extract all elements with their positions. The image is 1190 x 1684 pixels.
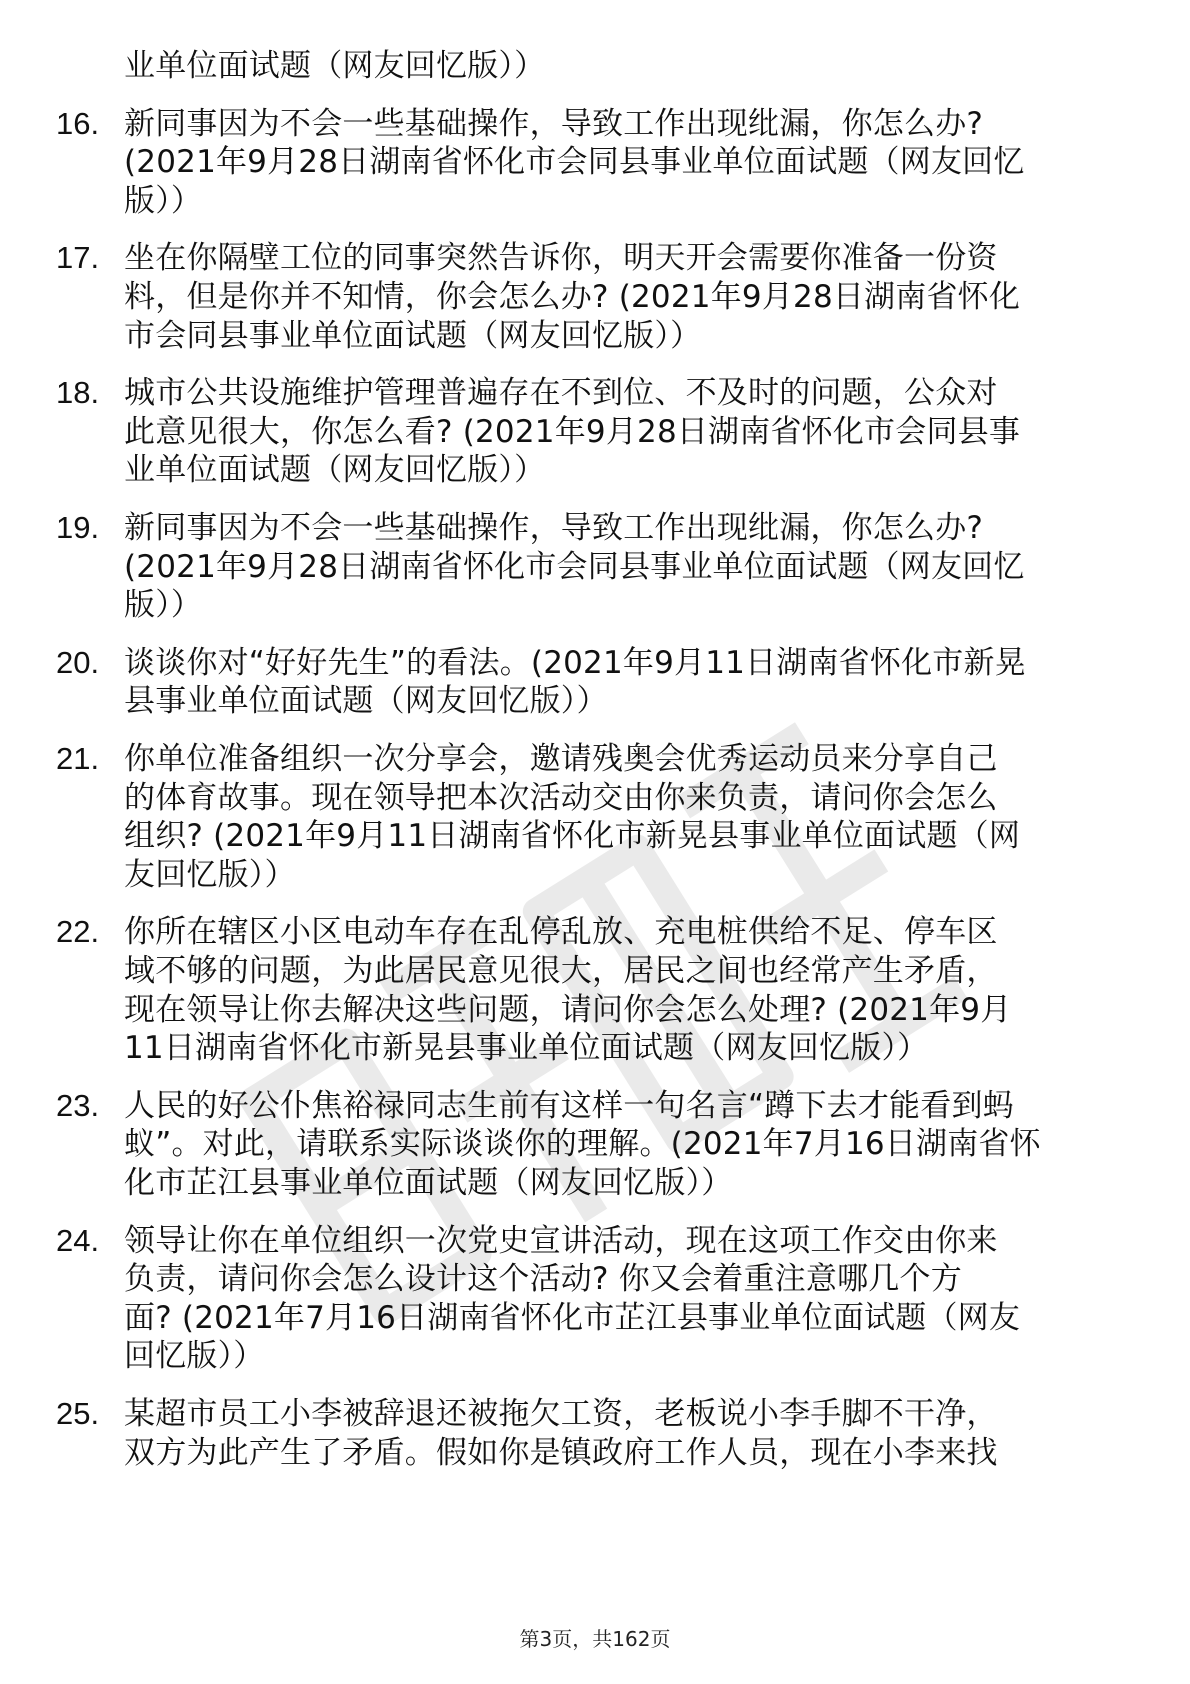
question-text-line: 的体育故事。现在领导把本次活动交由你来负责，请问你会怎么 bbox=[124, 779, 998, 816]
question-number: 20. bbox=[56, 644, 100, 680]
question-text-line: 面? (2021年7月16日湖南省怀化市芷江县事业单位面试题（网友 bbox=[124, 1299, 1021, 1336]
question-text-line: 负责，请问你会怎么设计这个活动? 你又会着重注意哪几个方 bbox=[124, 1261, 962, 1298]
question-text-line: 你单位准备组织一次分享会，邀请残奥会优秀运动员来分享自己 bbox=[124, 741, 998, 777]
question-text-line: 现在领导让你去解决这些问题，请问你会怎么处理? (2021年9月 bbox=[124, 991, 1012, 1028]
question-number: 22. bbox=[56, 914, 100, 950]
question-number: 16. bbox=[56, 105, 100, 141]
question-text-line: 某超市员工小李被辞退还被拖欠工资，老板说小李手脚不干净， bbox=[124, 1396, 998, 1432]
question-text-line: 此意见很大，你怎么看? (2021年9月28日湖南省怀化市会同县事 bbox=[124, 413, 1021, 450]
question-text-line: 人民的好公仆焦裕禄同志生前有这样一句名言“蹲下去才能看到蚂 bbox=[124, 1087, 1014, 1124]
question-text-line: 市会同县事业单位面试题（网友回忆版）） bbox=[124, 317, 702, 354]
question-text-line: 11日湖南省怀化市新晃县事业单位面试题（网友回忆版）） bbox=[124, 1030, 929, 1067]
question-text-line: 领导让你在单位组织一次党史宣讲活动，现在这项工作交由你来 bbox=[124, 1222, 998, 1259]
question-text-line: 蚁”。对此，请联系实际谈谈你的理解。(2021年7月16日湖南省怀 bbox=[124, 1126, 1041, 1163]
question-text-line: 业单位面试题（网友回忆版）） bbox=[124, 48, 546, 84]
question-text-line: 组织? (2021年9月11日湖南省怀化市新晃县事业单位面试题（网 bbox=[124, 818, 1021, 855]
question-text-line: 回忆版）） bbox=[124, 1338, 265, 1375]
question-text-line: 新同事因为不会一些基础操作，导致工作出现纰漏，你怎么办? bbox=[124, 105, 984, 142]
question-text-line: 新同事因为不会一些基础操作，导致工作出现纰漏，你怎么办? bbox=[124, 510, 984, 546]
question-text-line: 料，但是你并不知情，你会怎么办? (2021年9月28日湖南省怀化 bbox=[124, 279, 1021, 315]
question-number: 18. bbox=[56, 375, 100, 411]
question-text-line: 双方为此产生了矛盾。假如你是镇政府工作人员，现在小李来找 bbox=[124, 1434, 998, 1471]
question-number: 19. bbox=[56, 510, 100, 545]
question-text-line: 版）） bbox=[124, 587, 203, 624]
question-number: 25. bbox=[56, 1396, 100, 1431]
question-text-line: (2021年9月28日湖南省怀化市会同县事业单位面试题（网友回忆 bbox=[124, 144, 1025, 181]
question-text-line: 县事业单位面试题（网友回忆版）） bbox=[124, 683, 608, 720]
page-footer: 第3页，共162页 bbox=[519, 1627, 671, 1651]
question-text-line: (2021年9月28日湖南省怀化市会同县事业单位面试题（网友回忆 bbox=[124, 548, 1025, 585]
question-text-line: 域不够的问题，为此居民意见很大，居民之间也经常产生矛盾， bbox=[124, 953, 998, 989]
question-text-line: 坐在你隔壁工位的同事突然告诉你，明天开会需要你准备一份资 bbox=[124, 240, 998, 277]
question-number: 17. bbox=[56, 240, 100, 276]
question-text-line: 你所在辖区小区电动车存在乱停乱放、充电桩供给不足、停车区 bbox=[124, 914, 998, 951]
question-text-line: 业单位面试题（网友回忆版）） bbox=[124, 452, 546, 489]
question-text-line: 友回忆版）） bbox=[124, 856, 296, 893]
question-number: 24. bbox=[56, 1222, 100, 1258]
question-text-line: 版）） bbox=[124, 182, 203, 219]
question-text-line: 化市芷江县事业单位面试题（网友回忆版）） bbox=[124, 1165, 733, 1201]
question-text-line: 城市公共设施维护管理普遍存在不到位、不及时的问题，公众对 bbox=[124, 375, 998, 412]
question-text-line: 谈谈你对“好好先生”的看法。(2021年9月11日湖南省怀化市新晃 bbox=[124, 644, 1026, 681]
question-number: 23. bbox=[56, 1087, 100, 1123]
question-number: 21. bbox=[56, 741, 100, 776]
